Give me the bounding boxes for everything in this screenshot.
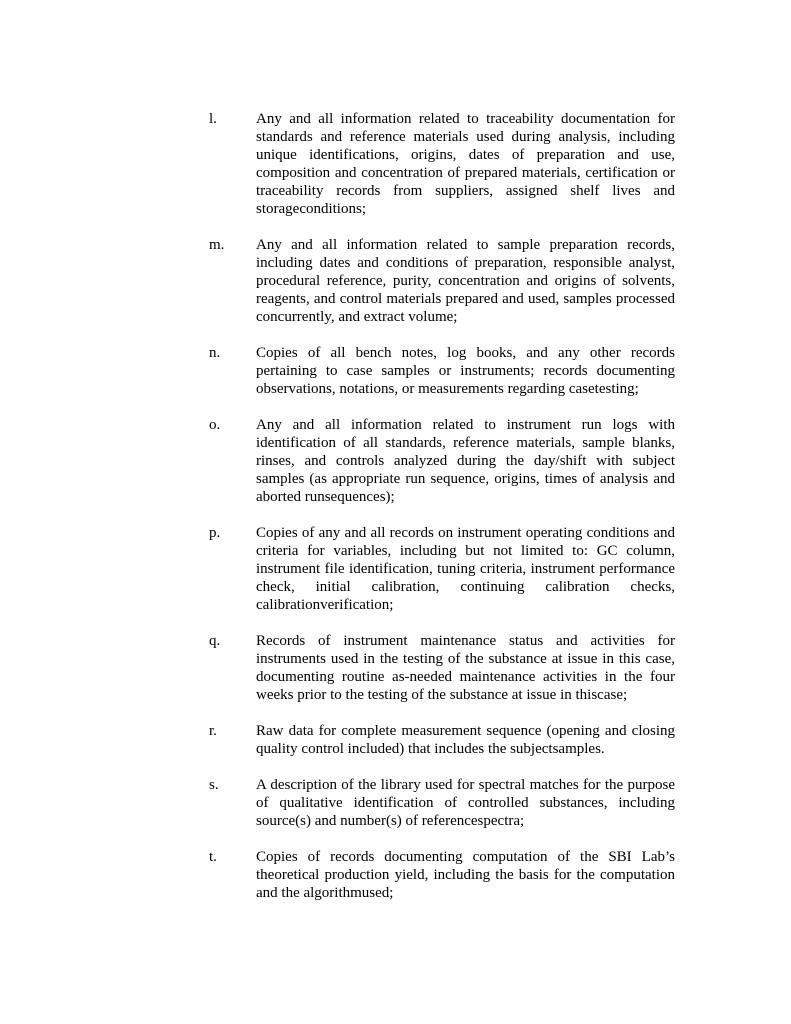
list-item xyxy=(209,344,675,398)
list-item-text: Any and all information related to traceability documentation for standards and reference materials used during analysis, including unique identifications, origins, dates of preparation and use, composition and concentration of prepared materials, certification or traceability records from suppliers, assigned shelf lives and storageconditions; xyxy=(256,111,675,217)
list-marker: l. xyxy=(209,111,217,127)
list-item-text: Raw data for complete measurement sequence (opening and closing quality control included) that includes the subjectsamples. xyxy=(256,723,675,757)
list-item-text: Copies of all bench notes, log books, and any other records pertaining to case samples or instruments; records documenting observations, notations, or measurements regarding casetesting; xyxy=(256,345,675,397)
list-item xyxy=(209,632,675,704)
list-item xyxy=(209,110,675,218)
list-item xyxy=(209,524,675,614)
list-item xyxy=(209,236,675,326)
list-item xyxy=(209,848,675,902)
list-item-text: A description of the library used for spectral matches for the purpose of qualitative identification of controlled substances, including source(s) and number(s) of referencespectra; xyxy=(256,777,675,829)
list-marker: r. xyxy=(209,723,217,739)
list-marker: n. xyxy=(209,345,221,361)
list-item xyxy=(209,776,675,830)
list-item-text: Any and all information related to sample preparation records, including dates and conditions of preparation, responsible analyst, procedural reference, purity, concentration and origins of solvents, reagents, and control materials prepared and used, samples processed concurrently, and extract volume; xyxy=(256,237,675,325)
list-marker: s. xyxy=(209,777,219,793)
list-item-text: Records of instrument maintenance status and activities for instruments used in the testing of the substance at issue in this case, documenting routine as-needed maintenance activities in the four weeks prior to the testing of the substance at issue in thiscase; xyxy=(256,633,675,703)
list-marker: t. xyxy=(209,849,217,865)
list-item xyxy=(209,722,675,758)
list-marker: p. xyxy=(209,525,221,541)
list-item-text: Any and all information related to instrument run logs with identification of all standards, reference materials, sample blanks, rinses, and controls analyzed during the day/shift with subject samples (as appropriate run sequence, origins, times of analysis and aborted runsequences); xyxy=(256,417,675,505)
list-marker: o. xyxy=(209,417,221,433)
list-item xyxy=(209,416,675,506)
list-marker: m. xyxy=(209,237,225,253)
list-item-text: Copies of any and all records on instrument operating conditions and criteria for variables, including but not limited to: GC column, instrument file identification, tuning criteria, instrument performance check, initial calibration, continuing calibration checks, calibrationverification; xyxy=(256,525,675,613)
request-list xyxy=(209,110,675,920)
list-marker: q. xyxy=(209,633,221,649)
list-item-text: Copies of records documenting computation of the SBI Lab’s theoretical production yield, including the basis for the computation and the algorithmused; xyxy=(256,849,675,901)
